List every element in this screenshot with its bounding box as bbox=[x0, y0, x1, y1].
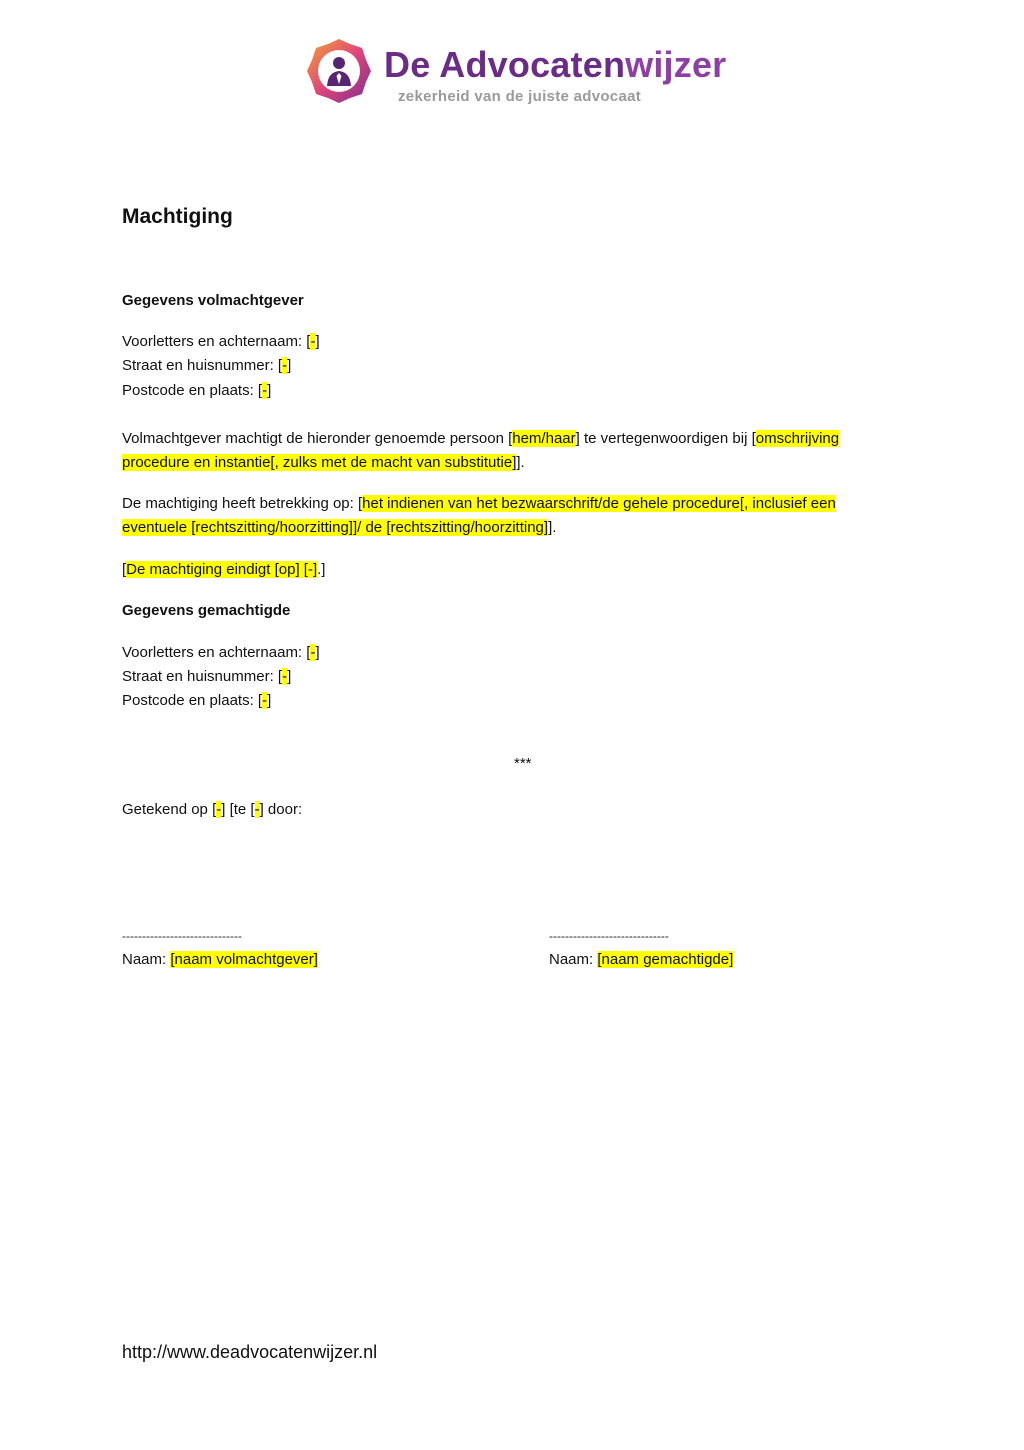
footer-url[interactable]: http://www.deadvocatenwijzer.nl bbox=[122, 1342, 378, 1362]
signature-line: ------------------------------ bbox=[122, 929, 242, 943]
signature-name: Naam: [naam gemachtigde] bbox=[549, 951, 734, 968]
document-title: Machtiging bbox=[122, 205, 233, 228]
signature-line: ------------------------------ bbox=[549, 929, 669, 943]
scope-paragraph: De machtiging heeft betrekking op: [het indienen van het bezwaarschrift/de gehele procedure[, inclusief een eventuele [rechtszitting/hoorzitting]]/ de [rechtszitting/hoorzitting]]. bbox=[122, 495, 836, 536]
lawyer-badge-icon bbox=[306, 38, 372, 104]
agent-heading: Gegevens gemachtigde bbox=[122, 602, 291, 619]
agent-name-field: Voorletters en achternaam: [-] bbox=[122, 644, 320, 661]
principal-postcode-field: Postcode en plaats: [-] bbox=[122, 382, 272, 399]
signature-name: Naam: [naam volmachtgever] bbox=[122, 951, 318, 968]
signature-agent bbox=[549, 924, 733, 972]
section-separator: *** bbox=[514, 755, 532, 772]
principal-address-field: Straat en huisnummer: [-] bbox=[122, 357, 292, 374]
brand-logo bbox=[306, 38, 726, 110]
agent-address-field: Straat en huisnummer: [-] bbox=[122, 668, 292, 685]
end-date-paragraph: [De machtiging eindigt [op] [-].] bbox=[122, 561, 326, 578]
agent-postcode-field: Postcode en plaats: [-] bbox=[122, 692, 272, 709]
authorization-paragraph: Volmachtgever machtigt de hieronder genoemde persoon [hem/haar] te vertegenwoordigen bij [omschrijving procedure en instantie[, zulks met de macht van substitutie]]. bbox=[122, 430, 840, 471]
signed-line: Getekend op [-] [te [-] door: bbox=[122, 801, 303, 818]
principal-name-field: Voorletters en achternaam: [-] bbox=[122, 333, 320, 350]
logo-tagline: zekerheid van de juiste advocaat bbox=[398, 88, 642, 105]
logo-title: De Advocatenwijzer bbox=[384, 44, 727, 85]
signature-principal bbox=[122, 924, 318, 972]
principal-heading: Gegevens volmachtgever bbox=[122, 292, 304, 309]
